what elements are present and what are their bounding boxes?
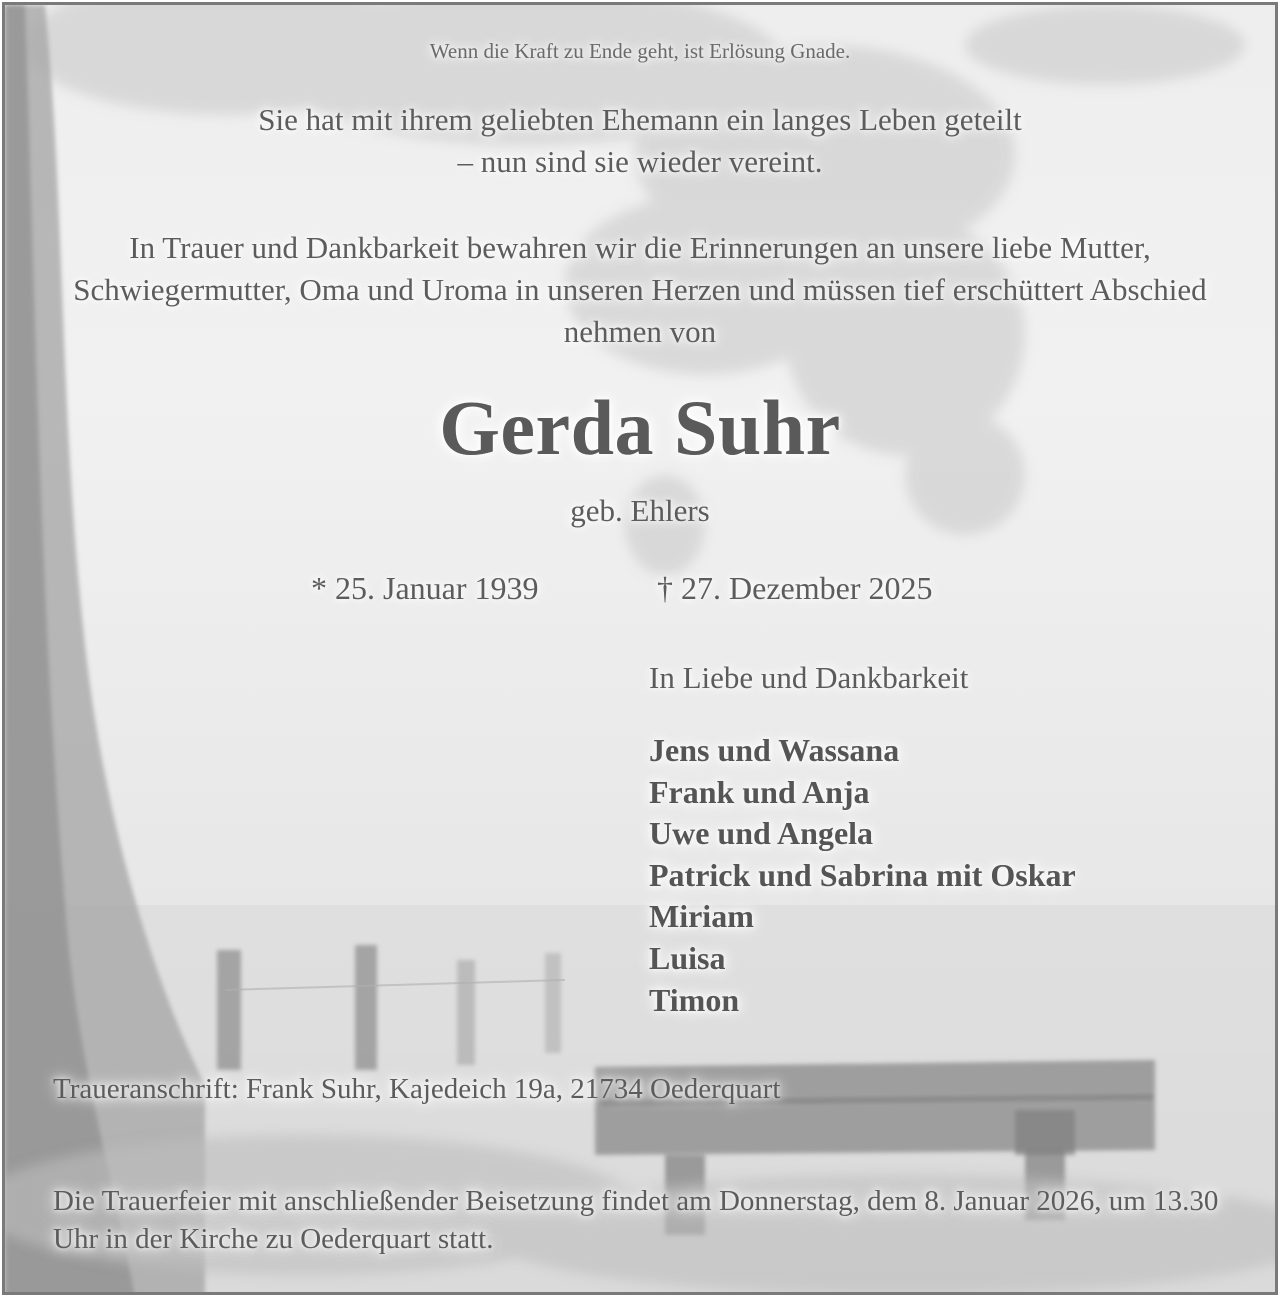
mourner: Frank und Anja	[649, 773, 870, 810]
mourner: Miriam	[649, 898, 754, 935]
intro-paragraph: In Trauer und Dankbarkeit bewahren wir die Erinnerungen an unsere liebe Mutter, Schwiegermutter, Oma und Uroma in unseren Herzen und müssen tief erschüttert Abschied nehmen von	[73, 230, 1207, 349]
death-date: † 27. Dezember 2025	[657, 570, 933, 606]
mourner: Uwe und Angela	[649, 815, 874, 852]
deceased-name: Gerda Suhr	[439, 384, 841, 471]
obituary-notice	[2, 2, 1278, 1295]
intro-line-1: Sie hat mit ihrem geliebten Ehemann ein langes Leben geteilt	[258, 102, 1022, 137]
mourner: Patrick und Sabrina mit Oskar	[649, 856, 1076, 893]
intro-line-2: – nun sind sie wieder vereint.	[457, 144, 823, 179]
birth-name: geb. Ehlers	[570, 493, 710, 528]
mourner: Jens und Wassana	[649, 732, 900, 768]
mourning-address: Traueranschrift: Frank Suhr, Kajedeich 19a, 21734 Oederquart	[53, 1073, 781, 1105]
funeral-info: Die Trauerfeier mit anschließender Beisetzung findet am Donnerstag, dem 8. Januar 2026, um 13.30 Uhr in der Kirche zu Oederquart statt.	[53, 1185, 1219, 1255]
closing-phrase: In Liebe und Dankbarkeit	[649, 660, 969, 695]
birth-date: * 25. Januar 1939	[311, 570, 539, 606]
mourner: Timon	[649, 981, 740, 1018]
mourner: Luisa	[649, 939, 726, 976]
mourners-list	[649, 730, 1076, 1021]
motto: Wenn die Kraft zu Ende geht, ist Erlösung Gnade.	[429, 39, 851, 63]
